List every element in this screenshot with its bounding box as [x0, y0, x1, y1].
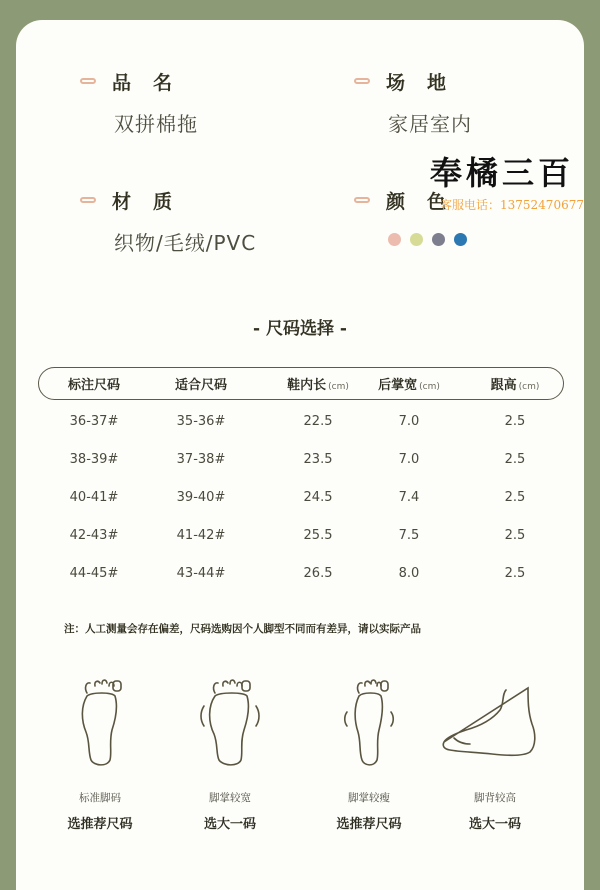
- attr-label: 场地: [386, 71, 469, 94]
- table-cell: 7.0: [398, 414, 420, 429]
- table-cell: 24.5: [303, 490, 333, 505]
- color-swatch[interactable]: [454, 233, 467, 246]
- table-cell: 44-45#: [69, 566, 119, 581]
- color-swatch[interactable]: [388, 233, 401, 246]
- table-cell: 40-41#: [69, 490, 119, 505]
- table-header-cell: [378, 374, 440, 393]
- table-cell: 2.5: [504, 414, 526, 429]
- table-cell: 7.4: [398, 490, 420, 505]
- foot-tip-narrow: [314, 672, 424, 832]
- attr-venue: [354, 68, 472, 137]
- table-cell: 7.0: [398, 452, 420, 467]
- header-unit: (cm): [518, 382, 540, 392]
- table-cell: 25.5: [303, 528, 333, 543]
- table-cell: 42-43#: [69, 528, 119, 543]
- hotline-text: 客服电话：13752470677: [440, 198, 584, 212]
- table-cell: 36-37#: [69, 414, 119, 429]
- size-section-title: - 尺码选择 -: [253, 319, 347, 339]
- foot-tip-high-instep: [440, 672, 550, 832]
- table-cell: 2.5: [504, 452, 526, 467]
- foot-tip-standard: [45, 672, 155, 832]
- attr-label: 颜色: [386, 190, 469, 213]
- foot-advice: 选大一码: [203, 817, 256, 832]
- table-header-cell: [287, 374, 349, 393]
- table-cell: 2.5: [504, 528, 526, 543]
- table-header-cell: [68, 374, 120, 393]
- foot-type: 脚掌较瘦: [348, 792, 390, 804]
- brand-watermark: 奉橘三百: [430, 154, 575, 192]
- table-cell: 35-36#: [176, 414, 226, 429]
- table-header-cell: [175, 374, 227, 393]
- color-swatch[interactable]: [410, 233, 423, 246]
- table-cell: 22.5: [303, 414, 333, 429]
- foot-type: 脚掌较宽: [209, 792, 251, 804]
- table-cell: 26.5: [303, 566, 333, 581]
- table-cell: 2.5: [504, 490, 526, 505]
- color-swatch[interactable]: [432, 233, 445, 246]
- table-cell: 38-39#: [69, 452, 119, 467]
- header-label: 跟高: [490, 378, 517, 393]
- foot-advice: 选推荐尺码: [336, 817, 402, 832]
- table-cell: 43-44#: [176, 566, 226, 581]
- color-swatches: [388, 233, 476, 246]
- table-cell: 2.5: [504, 566, 526, 581]
- header-label: 标注尺码: [67, 378, 121, 393]
- header-unit: (cm): [419, 382, 440, 392]
- pill-icon: [354, 78, 370, 84]
- table-cell: 41-42#: [176, 528, 226, 543]
- foot-type: 标准脚码: [79, 792, 121, 804]
- table-cell: 37-38#: [176, 452, 226, 467]
- attr-value: 织物/毛绒/PVC: [114, 231, 257, 255]
- note-text: 注：人工测量会存在偏差，尺码选购因个人脚型不同而有差异，请以实际产品: [64, 623, 421, 635]
- table-cell: 23.5: [303, 452, 333, 467]
- attr-product-name: [80, 68, 198, 137]
- table-header-cell: [491, 374, 540, 393]
- table-cell: 39-40#: [176, 490, 226, 505]
- attr-material: [80, 187, 256, 256]
- table-cell: 7.5: [398, 528, 420, 543]
- narrow-foot-icon: [329, 672, 409, 768]
- foot-tip-wide: [175, 672, 285, 832]
- attr-value: 家居室内: [388, 112, 472, 136]
- header-label: 适合尺码: [174, 378, 228, 393]
- pill-icon: [80, 78, 96, 84]
- standard-foot-icon: [65, 672, 135, 768]
- foot-type: 脚背较高: [474, 792, 516, 804]
- header-label: 鞋内长: [287, 378, 327, 393]
- wide-foot-icon: [190, 672, 270, 768]
- pill-icon: [354, 197, 370, 203]
- attr-label: 品名: [112, 71, 195, 94]
- attr-label: 材质: [112, 190, 195, 213]
- foot-advice: 选大一码: [468, 817, 521, 832]
- foot-advice: 选推荐尺码: [67, 817, 133, 832]
- attr-value: 双拼棉拖: [114, 112, 198, 136]
- pill-icon: [80, 197, 96, 203]
- high-instep-foot-icon: [440, 672, 550, 768]
- table-cell: 8.0: [398, 566, 420, 581]
- header-unit: (cm): [328, 382, 349, 392]
- header-label: 后掌宽: [378, 378, 418, 393]
